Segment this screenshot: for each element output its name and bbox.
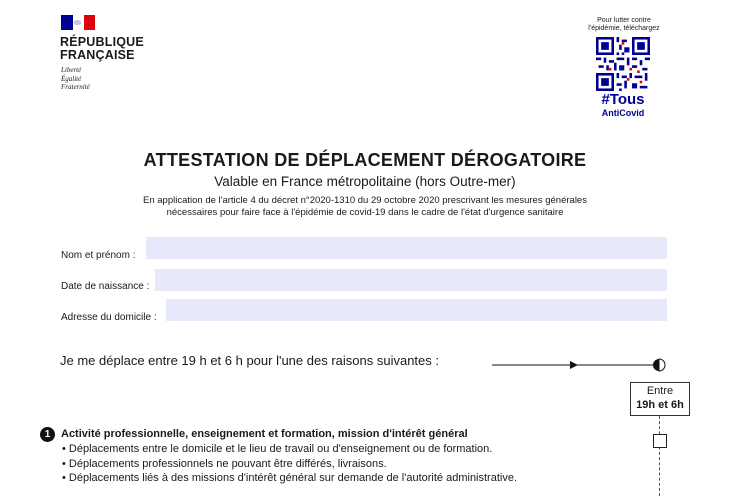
marianne-flag-icon — [61, 15, 95, 30]
reason-bullets — [62, 442, 517, 486]
hour-box-line: 19h et 6h — [636, 399, 684, 411]
address-field[interactable] — [166, 299, 667, 321]
republic-line: RÉPUBLIQUE — [60, 35, 144, 49]
name-label: Nom et prénom : — [61, 250, 136, 261]
hour-box-line: Entre — [646, 385, 674, 397]
motto-line: Liberté — [61, 66, 82, 74]
reason-title: Activité professionnelle, enseignement et formation, mission d'intérêt général — [61, 428, 468, 440]
arrow-icon — [490, 356, 670, 374]
page-subtitle: Valable en France métropolitaine (hors Outre-mer) — [214, 174, 516, 189]
republic-line: FRANÇAISE — [60, 48, 135, 62]
legal-reference — [0, 195, 730, 219]
birthdate-field[interactable] — [155, 269, 667, 291]
motto — [61, 66, 90, 92]
page-title: ATTESTATION DE DÉPLACEMENT DÉROGATOIRE — [143, 150, 587, 170]
name-field[interactable] — [146, 237, 667, 259]
birthdate-label: Date de naissance : — [61, 281, 150, 292]
legal-line: En application de l'article 4 du décret n°2020-1310 du 29 octobre 2020 prescrivant les mesures générales — [143, 195, 587, 206]
hour-box — [630, 382, 690, 416]
qr-caption-line: l'épidémie, téléchargez — [588, 25, 660, 32]
address-label: Adresse du domicile : — [61, 312, 157, 323]
reason-number: 1 — [40, 427, 55, 442]
column-divider — [659, 416, 660, 496]
qr-caption — [584, 17, 664, 33]
campaign-name: AntiCovid — [601, 108, 645, 118]
hashtag: #Tous — [601, 91, 645, 108]
motif-statement: Je me déplace entre 19 h et 6 h pour l'une des raisons suivantes : — [60, 353, 439, 368]
legal-line: nécessaires pour faire face à l'épidémie de covid-19 dans le cadre de l'état d'urgence sanitaire — [166, 207, 564, 218]
reason-checkbox[interactable] — [653, 434, 667, 448]
motto-line: Fraternité — [61, 83, 90, 91]
list-item: • Déplacements liés à des missions d'intérêt général sur demande de l'autorité administrative. — [62, 471, 517, 486]
qr-caption-line: Pour lutter contre — [597, 17, 651, 24]
republic-name — [60, 36, 144, 62]
list-item: • Déplacements professionnels ne pouvant être différés, livraisons. — [62, 457, 517, 472]
list-item: • Déplacements entre le domicile et le lieu de travail ou d'enseignement ou de formation. — [62, 442, 517, 457]
qr-code-icon[interactable] — [596, 37, 650, 91]
motto-line: Égalité — [61, 74, 82, 83]
